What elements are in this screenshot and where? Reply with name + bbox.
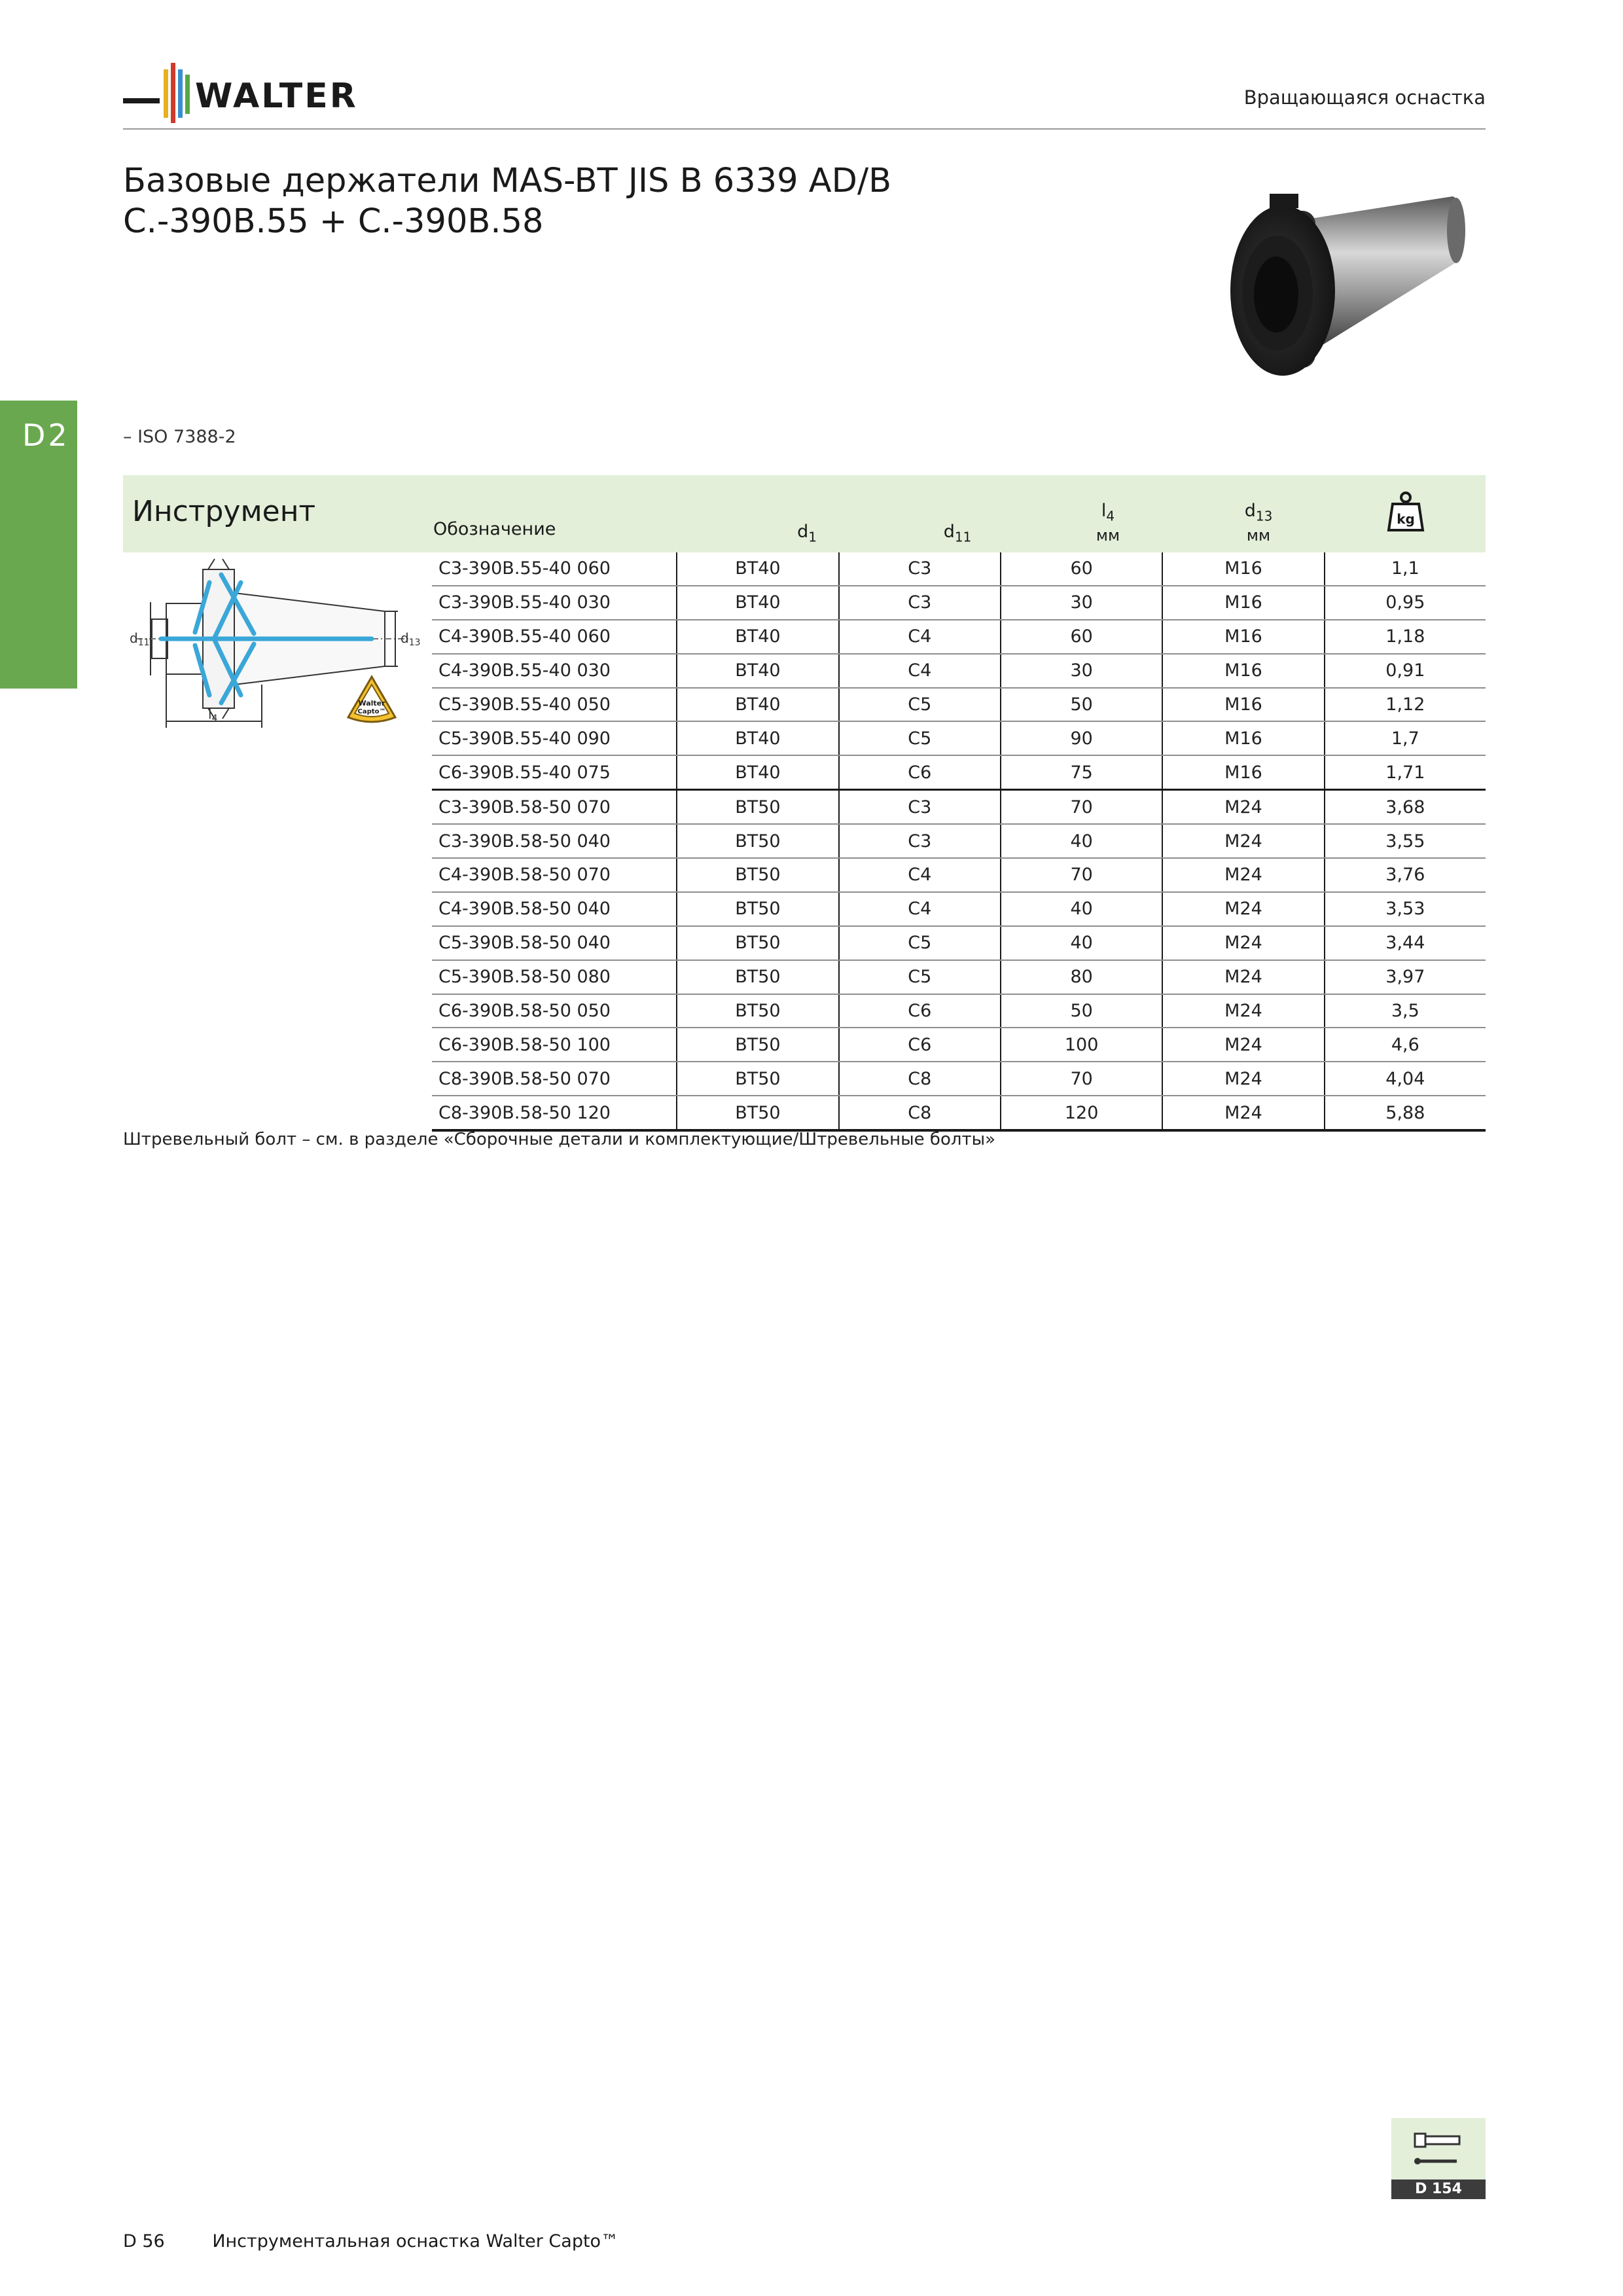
cell-d1: BT40 <box>677 586 838 620</box>
table-row <box>432 620 1486 654</box>
title-line-1: Базовые держатели MAS-BT JIS B 6339 AD/B <box>123 162 892 200</box>
cell-kg: 3,5 <box>1325 994 1486 1028</box>
cell-d1: BT40 <box>677 620 838 654</box>
cell-l4: 40 <box>1001 926 1162 960</box>
cell-kg: 1,71 <box>1325 755 1486 789</box>
cell-d11: C5 <box>839 721 1001 755</box>
svg-text:d13: $d_{13}$ <box>401 630 421 648</box>
cell-d13: M24 <box>1162 824 1324 858</box>
header-divider <box>123 128 1486 130</box>
table-row <box>432 654 1486 688</box>
cell-d1: BT40 <box>677 721 838 755</box>
cell-kg: 4,6 <box>1325 1028 1486 1062</box>
cell-d11: C4 <box>839 858 1001 892</box>
reference-page-label: D 154 <box>1391 2179 1486 2199</box>
header-d11: $d_{11}$ <box>943 522 972 545</box>
cell-kg: 3,55 <box>1325 824 1486 858</box>
cell-d11: C3 <box>839 586 1001 620</box>
cell-d13: M24 <box>1162 858 1324 892</box>
header-designation: Обозначение <box>433 519 556 539</box>
cell-d13: M24 <box>1162 960 1324 994</box>
standard-note: – ISO 7388-2 <box>123 427 236 447</box>
cell-designation: C5-390B.58-50 040 <box>432 926 677 960</box>
cell-designation: C6-390B.55-40 075 <box>432 755 677 789</box>
tool-holder-photo <box>1171 174 1486 410</box>
page-footer <box>123 2231 618 2251</box>
cell-d11: C3 <box>839 552 1001 586</box>
cell-d1: BT50 <box>677 824 838 858</box>
cell-d11: C8 <box>839 1062 1001 1096</box>
table-row <box>432 824 1486 858</box>
table-row <box>432 892 1486 926</box>
cell-d1: BT40 <box>677 688 838 722</box>
cell-d13: M24 <box>1162 892 1324 926</box>
cell-l4: 50 <box>1001 688 1162 722</box>
table-row <box>432 858 1486 892</box>
cell-d11: C6 <box>839 755 1001 789</box>
cell-l4: 70 <box>1001 858 1162 892</box>
cell-d13: M16 <box>1162 620 1324 654</box>
cell-kg: 0,91 <box>1325 654 1486 688</box>
page-title <box>123 161 891 242</box>
svg-text:Capto™: Capto™ <box>357 708 386 715</box>
walter-logo <box>123 60 398 128</box>
cell-d1: BT40 <box>677 552 838 586</box>
cell-l4: 70 <box>1001 1062 1162 1096</box>
reference-box-d154[interactable] <box>1391 2118 1486 2199</box>
cell-d13: M16 <box>1162 552 1324 586</box>
cell-d11: C6 <box>839 994 1001 1028</box>
table-row <box>432 790 1486 824</box>
cell-kg: 1,18 <box>1325 620 1486 654</box>
cell-d13: M16 <box>1162 586 1324 620</box>
cell-l4: 75 <box>1001 755 1162 789</box>
table-row <box>432 960 1486 994</box>
cell-l4: 120 <box>1001 1096 1162 1130</box>
cell-designation: C8-390B.58-50 070 <box>432 1062 677 1096</box>
table-header-band <box>123 475 1486 552</box>
cell-d11: C3 <box>839 824 1001 858</box>
walter-capto-badge <box>346 674 398 726</box>
cell-kg: 4,04 <box>1325 1062 1486 1096</box>
cell-l4: 60 <box>1001 620 1162 654</box>
cell-d1: BT50 <box>677 892 838 926</box>
cell-designation: C3-390B.55-40 030 <box>432 586 677 620</box>
cell-d11: C5 <box>839 960 1001 994</box>
table-row <box>432 688 1486 722</box>
cell-kg: 3,97 <box>1325 960 1486 994</box>
header-d13: $d_{13}$ мм <box>1244 501 1273 545</box>
cell-d13: M24 <box>1162 1096 1324 1130</box>
cell-l4: 80 <box>1001 960 1162 994</box>
cell-designation: C5-390B.58-50 080 <box>432 960 677 994</box>
cell-d1: BT50 <box>677 1096 838 1130</box>
cell-kg: 3,76 <box>1325 858 1486 892</box>
cell-l4: 30 <box>1001 654 1162 688</box>
cell-d1: BT50 <box>677 858 838 892</box>
table-row <box>432 552 1486 586</box>
cell-l4: 100 <box>1001 1028 1162 1062</box>
cell-designation: C3-390B.55-40 060 <box>432 552 677 586</box>
svg-text:Walter: Walter <box>358 699 385 708</box>
cell-designation: C8-390B.58-50 120 <box>432 1096 677 1130</box>
page-number: D 56 <box>123 2231 165 2251</box>
cell-designation: C3-390B.58-50 040 <box>432 824 677 858</box>
cell-designation: C3-390B.58-50 070 <box>432 790 677 824</box>
cell-d11: C4 <box>839 620 1001 654</box>
cell-d13: M16 <box>1162 688 1324 722</box>
svg-text:d11: $d_{11}$ <box>130 630 150 648</box>
cell-d1: BT40 <box>677 654 838 688</box>
cell-d11: C6 <box>839 1028 1001 1062</box>
cell-designation: C5-390B.55-40 050 <box>432 688 677 722</box>
cell-d13: M16 <box>1162 755 1324 789</box>
cell-d1: BT40 <box>677 755 838 789</box>
cell-d13: M16 <box>1162 654 1324 688</box>
cell-d1: BT50 <box>677 790 838 824</box>
cell-kg: 1,1 <box>1325 552 1486 586</box>
cell-d1: BT50 <box>677 1028 838 1062</box>
cell-d11: C4 <box>839 654 1001 688</box>
brand-text: WALTER <box>195 77 358 116</box>
table-row <box>432 926 1486 960</box>
table-title: Инструмент <box>132 495 316 528</box>
cell-d13: M16 <box>1162 721 1324 755</box>
cell-kg: 1,7 <box>1325 721 1486 755</box>
cell-d11: C3 <box>839 790 1001 824</box>
cell-designation: C6-390B.58-50 100 <box>432 1028 677 1062</box>
cell-kg: 0,95 <box>1325 586 1486 620</box>
cell-designation: C6-390B.58-50 050 <box>432 994 677 1028</box>
title-line-2: C.-390B.55 + C.-390B.58 <box>123 202 544 241</box>
cell-designation: C4-390B.58-50 070 <box>432 858 677 892</box>
cell-l4: 40 <box>1001 892 1162 926</box>
table-row <box>432 586 1486 620</box>
cell-designation: C4-390B.58-50 040 <box>432 892 677 926</box>
cell-d13: M24 <box>1162 994 1324 1028</box>
cell-kg: 3,68 <box>1325 790 1486 824</box>
table-row <box>432 1096 1486 1130</box>
cell-designation: C5-390B.55-40 090 <box>432 721 677 755</box>
table-row <box>432 994 1486 1028</box>
cell-d1: BT50 <box>677 994 838 1028</box>
cell-d11: C5 <box>839 926 1001 960</box>
cell-l4: 90 <box>1001 721 1162 755</box>
table-row <box>432 1062 1486 1096</box>
section-title: Вращающаяся оснастка <box>1243 86 1486 109</box>
table-row <box>432 1028 1486 1062</box>
cell-kg: 1,12 <box>1325 688 1486 722</box>
cell-kg: 5,88 <box>1325 1096 1486 1130</box>
table-row <box>432 721 1486 755</box>
cell-d13: M24 <box>1162 790 1324 824</box>
cell-d13: M24 <box>1162 1062 1324 1096</box>
cell-kg: 3,53 <box>1325 892 1486 926</box>
cell-d1: BT50 <box>677 960 838 994</box>
cell-l4: 70 <box>1001 790 1162 824</box>
cell-d13: M24 <box>1162 1028 1324 1062</box>
cell-d13: M24 <box>1162 926 1324 960</box>
cell-d11: C4 <box>839 892 1001 926</box>
cell-d1: BT50 <box>677 1062 838 1096</box>
cell-d11: C5 <box>839 688 1001 722</box>
product-table <box>432 552 1486 1132</box>
cell-designation: C4-390B.55-40 060 <box>432 620 677 654</box>
cell-kg: 3,44 <box>1325 926 1486 960</box>
svg-text:kg: kg <box>1397 511 1415 527</box>
cell-d1: BT50 <box>677 926 838 960</box>
section-tab[interactable]: D2 <box>0 401 77 689</box>
weight-icon <box>1386 491 1425 533</box>
cell-d11: C8 <box>839 1096 1001 1130</box>
svg-text:l4: $l_4$ <box>208 706 218 724</box>
pull-stud-note: Штревельный болт – см. в разделе «Сборочные детали и комплектующие/Штревельные болты» <box>123 1130 996 1149</box>
footer-text: Инструментальная оснастка Walter Capto™ <box>212 2231 619 2251</box>
cell-l4: 40 <box>1001 824 1162 858</box>
cell-designation: C4-390B.55-40 030 <box>432 654 677 688</box>
header-l4: $l_4$ мм <box>1096 501 1120 545</box>
cell-l4: 60 <box>1001 552 1162 586</box>
pull-stud-icon <box>1411 2127 1466 2173</box>
cell-l4: 30 <box>1001 586 1162 620</box>
cell-l4: 50 <box>1001 994 1162 1028</box>
table-row <box>432 755 1486 789</box>
header-d1: $d_1$ <box>797 522 817 545</box>
